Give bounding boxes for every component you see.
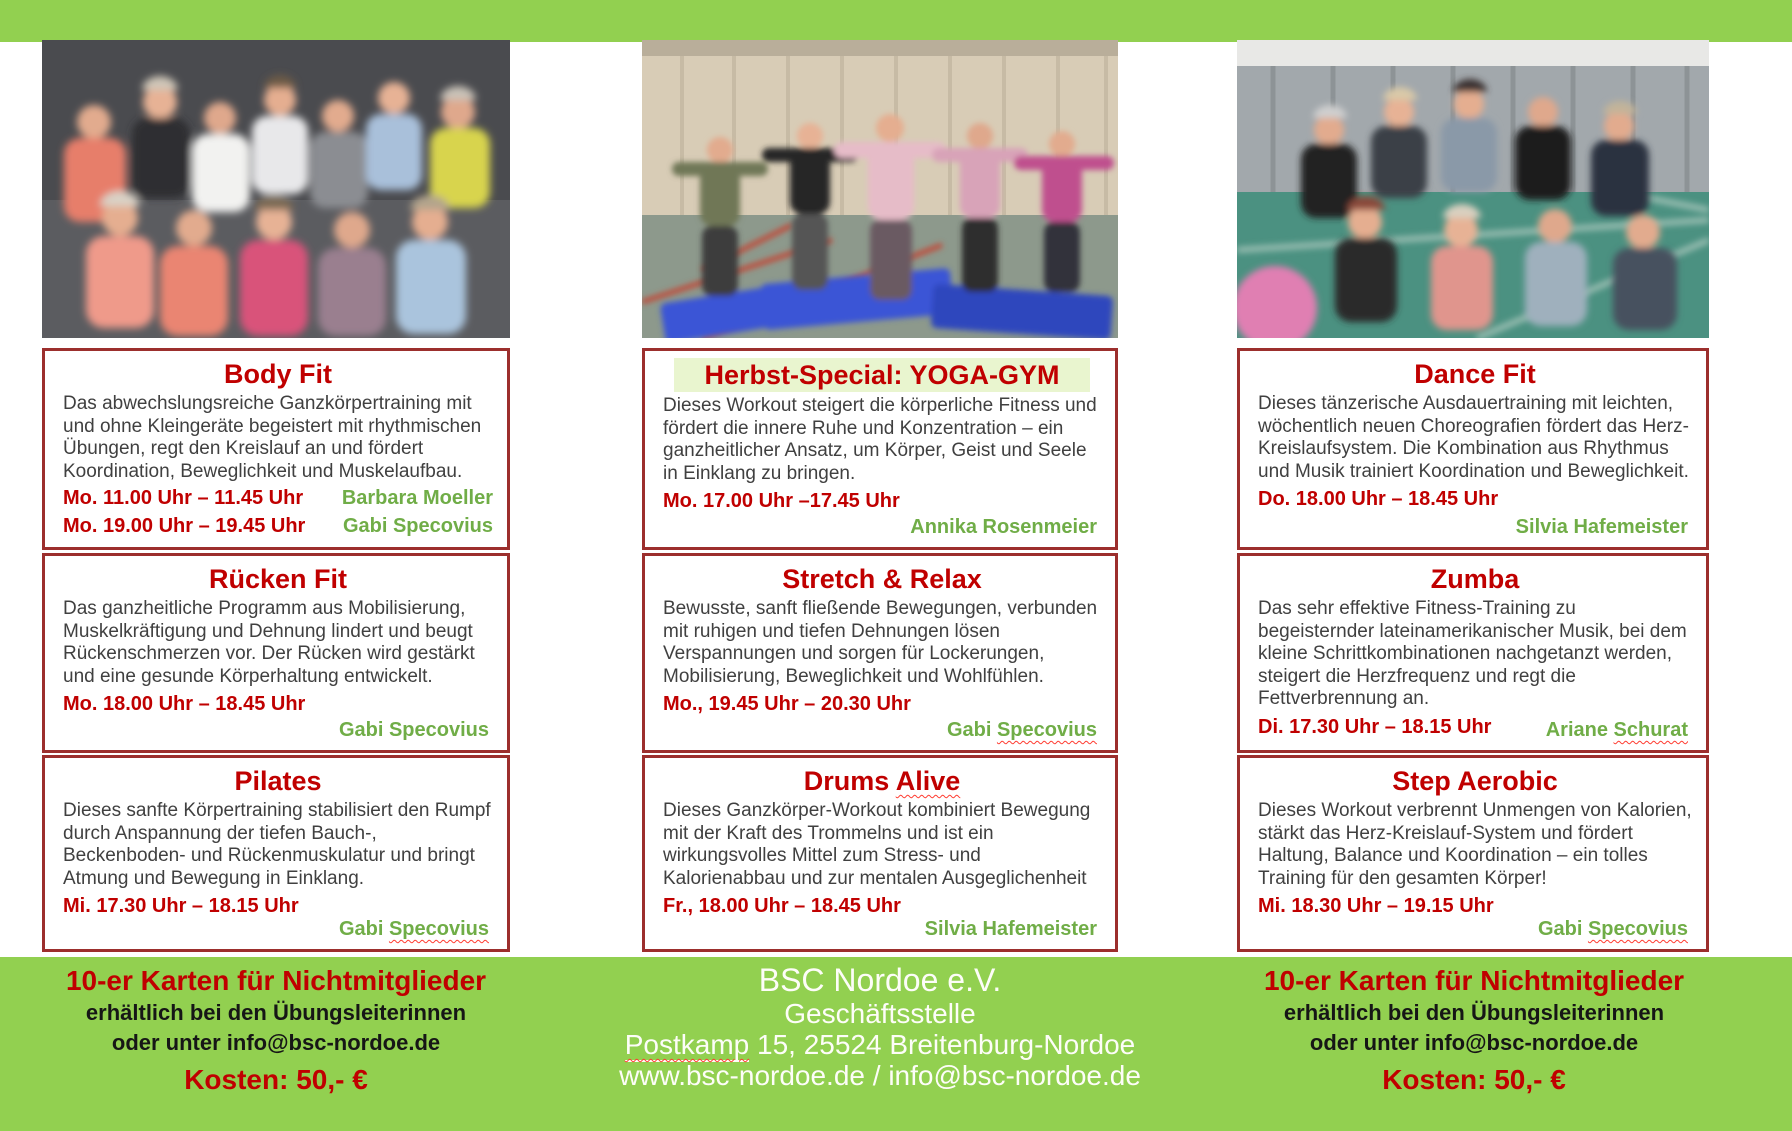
- trainer-last-name-spellcheck: Specovius: [388, 918, 489, 940]
- trainer-name: Barbara Moeller: [341, 487, 493, 509]
- footer-heading: 10-er Karten für Nichtmitglieder: [65, 965, 487, 996]
- footer-line: erhältlich bei den Übungsleiterinnen: [1283, 1000, 1665, 1025]
- schedule-time: Di. 17.30 Uhr – 18.15 Uhr: [1258, 715, 1492, 738]
- schedule-time: Mo., 19.45 Uhr – 20.30 Uhr: [663, 693, 911, 715]
- club-name: BSC Nordoe e.V.: [758, 962, 1002, 998]
- club-street-address: [592, 1029, 1168, 1060]
- address-rest: 15, 25524 Breitenburg-Nordoe: [749, 1029, 1136, 1060]
- address-word-spellcheck: Postkamp: [624, 1029, 750, 1060]
- trainer-first-name: Ariane: [1545, 719, 1614, 741]
- trainer-last-name-spellcheck: Schurat: [1613, 719, 1688, 741]
- schedule-time: Mi. 18.30 Uhr – 19.15 Uhr: [1258, 895, 1494, 917]
- course-card-zumba: [1237, 553, 1709, 753]
- course-title: Pilates: [234, 766, 322, 796]
- course-card-stretch-relax: [642, 553, 1118, 753]
- course-card-dance-fit: [1237, 348, 1709, 550]
- footer-left-ten-card-info: [20, 964, 532, 1098]
- trainer-name: [1546, 719, 1688, 742]
- schedule-time: Mo. 17.00 Uhr –17.45 Uhr: [663, 490, 900, 512]
- course-title: [663, 358, 1101, 392]
- schedule-time: Mo. 19.00 Uhr – 19.45 Uhr: [63, 515, 306, 537]
- schedule-time: Do. 18.00 Uhr – 18.45 Uhr: [1258, 488, 1499, 510]
- photo-body-fit-group: [42, 40, 510, 338]
- footer-line: erhältlich bei den Übungsleiterinnen: [85, 1000, 467, 1025]
- highlighted-title: Herbst-Special: YOGA-GYM: [674, 358, 1089, 392]
- schedule-time: Fr., 18.00 Uhr – 18.45 Uhr: [663, 895, 901, 917]
- course-description: Dieses sanfte Körpertraining stabilisiert den Rumpf durch Anspannung der tiefen Bauch-, Beckenboden- und Rückenmuskulatur und bringt Atmung und Bewegung in Einklang.: [63, 800, 491, 889]
- course-card-drums-alive: [642, 755, 1118, 952]
- photo-yoga-gym-group: [642, 40, 1118, 338]
- footer-center-club-address: [592, 962, 1168, 1091]
- course-description: Das abwechslungsreiche Ganzkörpertraining mit und ohne Kleingeräte begeistert mit rhythmischen Übungen, regt den Kreislauf an und fördert Koordination, Beweglichkeit und Muskelaufbau.: [63, 393, 482, 482]
- trainer-name: Gabi Specovius: [338, 719, 489, 741]
- photo-right-illustration: [1237, 40, 1709, 338]
- trainer-first-name: Gabi: [1537, 918, 1588, 940]
- course-title: Dance Fit: [1414, 359, 1536, 389]
- course-title: Rücken Fit: [208, 564, 348, 594]
- schedule-time: Mo. 11.00 Uhr – 11.45 Uhr: [63, 487, 304, 509]
- course-card-step-aerobic: [1237, 755, 1709, 952]
- course-card-body-fit: [42, 348, 510, 550]
- course-title: Step Aerobic: [1392, 766, 1558, 796]
- footer-price: Kosten: 50,- €: [1382, 1064, 1566, 1095]
- course-title: Zumba: [1430, 564, 1520, 594]
- schedule-time: Mi. 17.30 Uhr – 18.15 Uhr: [63, 895, 299, 917]
- course-description: Dieses Ganzkörper-Workout kombiniert Bewegung mit der Kraft des Trommelns und ist ein wirkungsvolles Mittel zum Stress- und Kalorienabbau und zur mentalen Ausgeglichenheit: [663, 800, 1091, 889]
- trainer-name: Silvia Hafemeister: [1515, 516, 1688, 538]
- footer-line: oder unter info@bsc-nordoe.de: [1309, 1030, 1639, 1055]
- club-web-and-email: www.bsc-nordoe.de / info@bsc-nordoe.de: [619, 1060, 1141, 1091]
- photo-left-illustration: [42, 40, 510, 338]
- top-green-band: [0, 0, 1792, 42]
- trainer-last-name-spellcheck: Specovius: [1587, 918, 1688, 940]
- course-card-pilates: [42, 755, 510, 952]
- course-description: Dieses Workout steigert die körperliche Fitness und fördert die innere Ruhe und Konzentration – ein ganzheitlicher Ansatz, um Körper, Geist und Seele in Einklang zu bringen.: [663, 395, 1097, 484]
- schedule-row: [63, 485, 493, 511]
- course-title: Stretch & Relax: [782, 564, 982, 594]
- club-office-label: Geschäftsstelle: [784, 998, 976, 1029]
- course-description: Das sehr effektive Fitness-Training zu begeisternder lateinamerikanischer Musik, bei dem kleine Schrittkombinationen nachgetanzt werden, steigert die Herzfrequenz und regt die Fettverbrennung an.: [1258, 598, 1687, 709]
- trainer-name: [947, 719, 1097, 742]
- trainer-name: Annika Rosenmeier: [910, 516, 1097, 538]
- photo-middle-illustration: [642, 40, 1118, 338]
- trainer-name: [1538, 918, 1688, 941]
- course-card-herbst-special-yoga-gym: [642, 348, 1118, 550]
- trainer-name: Gabi Specovius: [342, 515, 493, 537]
- trainer-first-name: Gabi: [946, 719, 997, 741]
- course-description: Dieses tänzerische Ausdauertraining mit leichten, wöchentlich neuen Choreografien fördert das Herz-Kreislaufsystem. Die Kombination aus Rhythmus und Musik trainiert Koordination und Beweglichkeit.: [1258, 393, 1689, 482]
- course-description: Das ganzheitliche Programm aus Mobilisierung, Muskelkräftigung und Dehnung lindert und beugt Rückenschmerzen vor. Der Rücken wird gestärkt und eine gesunde Körperhaltung entwickelt.: [63, 598, 475, 687]
- course-title: [663, 765, 1101, 797]
- schedule-time: Mo. 18.00 Uhr – 18.45 Uhr: [63, 693, 306, 715]
- course-title-text: Drums: [803, 766, 896, 796]
- trainer-name: Silvia Hafemeister: [924, 918, 1097, 940]
- trainer-name: [339, 918, 489, 941]
- footer-line: oder unter info@bsc-nordoe.de: [111, 1030, 441, 1055]
- course-title-spellcheck: Alive: [895, 766, 961, 796]
- footer-price: Kosten: 50,- €: [184, 1064, 368, 1095]
- trainer-last-name-spellcheck: Specovius: [996, 719, 1097, 741]
- course-card-ruecken-fit: [42, 553, 510, 753]
- photo-dance-fit-group: [1237, 40, 1709, 338]
- course-description: Dieses Workout verbrennt Unmengen von Kalorien, stärkt das Herz-Kreislauf-System und fördert Haltung, Balance und Koordination – ein tolles Training für den gesamten Körper!: [1258, 800, 1692, 889]
- course-description: Bewusste, sanft fließende Bewegungen, verbunden mit ruhigen und tiefen Dehnungen lösen Verspannungen und sorgen für Lockerungen, Mobilisierung, Beweglichkeit und Wohlfühlen.: [663, 598, 1098, 687]
- footer-heading: 10-er Karten für Nichtmitglieder: [1263, 965, 1685, 996]
- course-title: Body Fit: [224, 359, 332, 389]
- schedule-row: [63, 513, 493, 539]
- footer-right-ten-card-info: [1210, 964, 1738, 1098]
- trainer-first-name: Gabi: [338, 918, 389, 940]
